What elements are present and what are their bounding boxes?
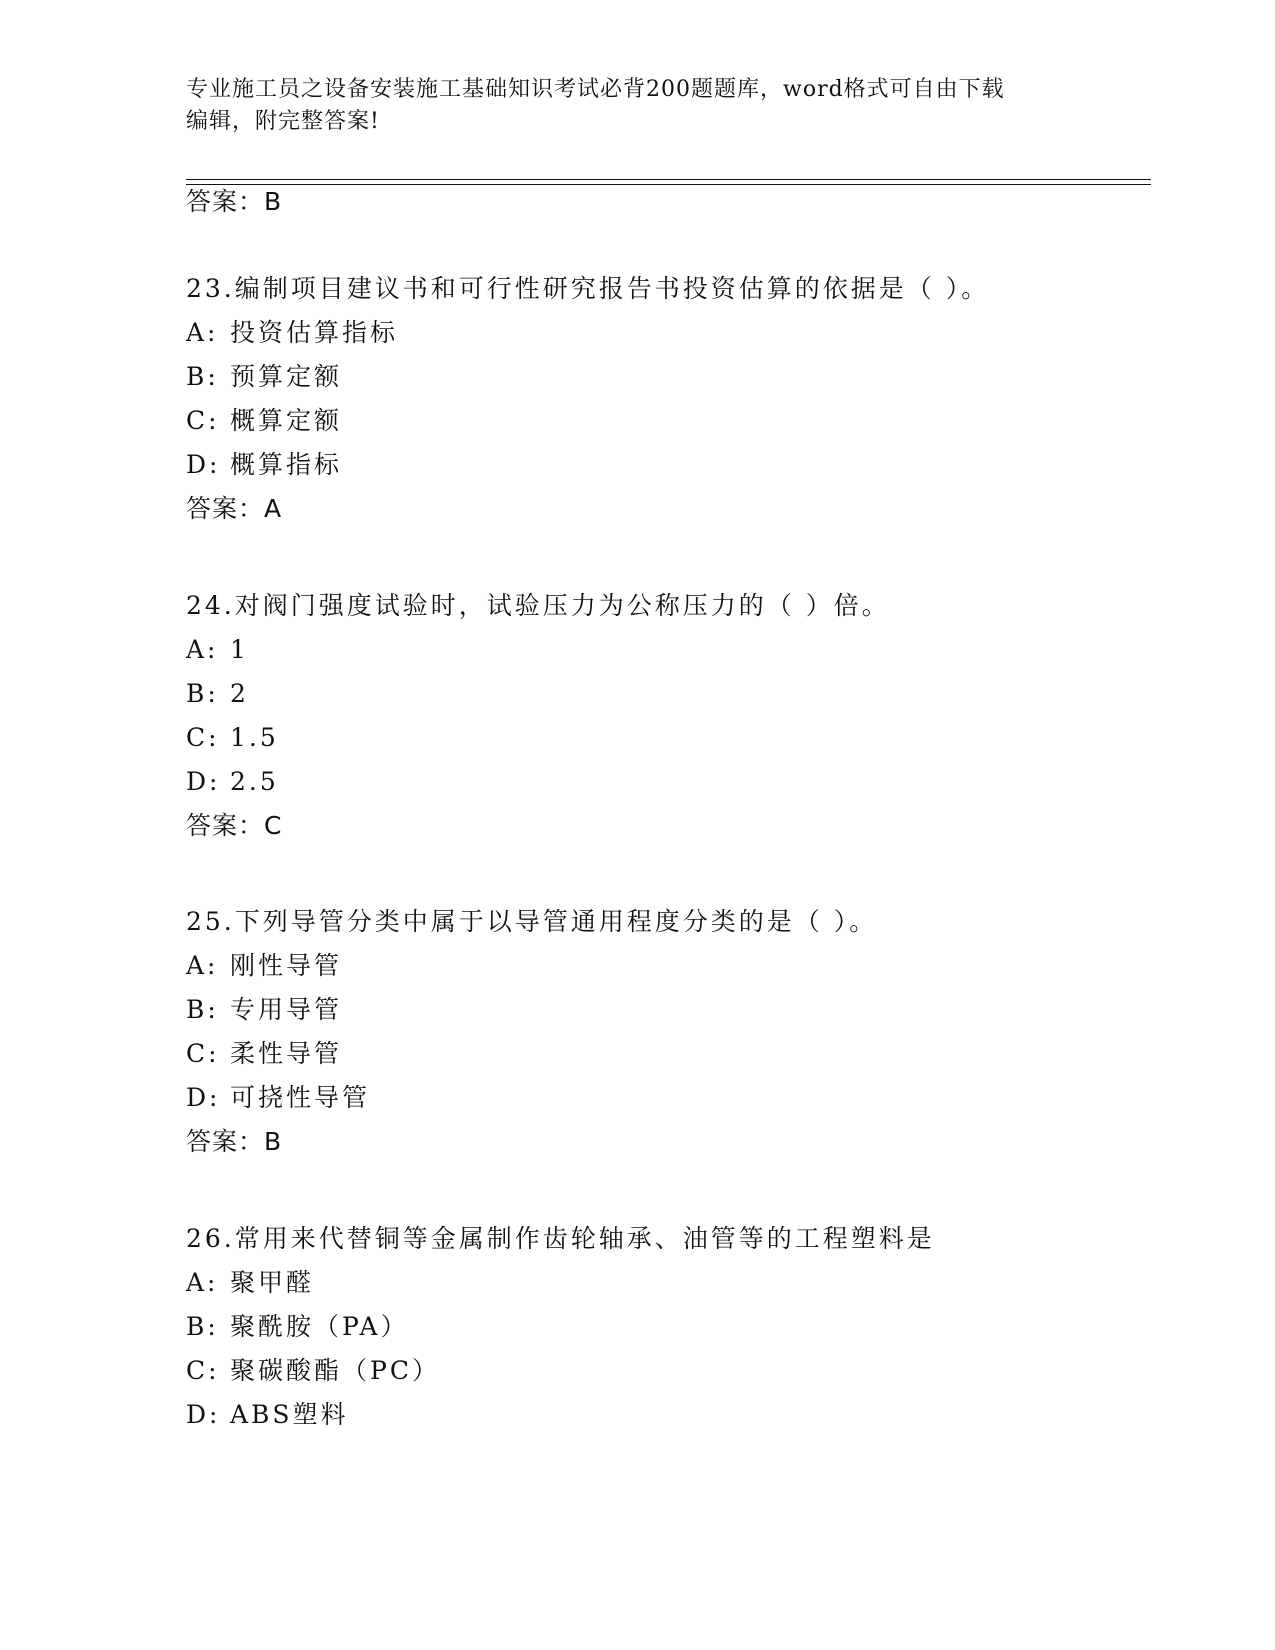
option-letter: A: xyxy=(186,951,219,980)
option-text: 投资估算指标 xyxy=(230,318,399,347)
option-letter: B: xyxy=(186,995,219,1024)
option-letter: D: xyxy=(186,767,221,796)
header-divider-top xyxy=(186,179,1151,180)
option-letter: C: xyxy=(186,1039,220,1068)
question-24-answer: 答案：C xyxy=(186,811,283,840)
option-letter: C: xyxy=(186,723,220,752)
question-23-option-d xyxy=(186,449,342,481)
question-26-option-c xyxy=(186,1355,440,1387)
header-line-1: 专业施工员之设备安装施工基础知识考试必背200题题库，word格式可自由下载 xyxy=(186,77,1005,102)
header-divider-bottom xyxy=(186,184,1151,185)
question-25-option-b xyxy=(186,994,342,1026)
option-letter: C: xyxy=(186,406,220,435)
question-25-option-d xyxy=(186,1082,370,1114)
question-23-stem: 23.编制项目建议书和可行性研究报告书投资估算的依据是（ ）。 xyxy=(186,274,990,303)
option-letter: D: xyxy=(186,1083,221,1112)
question-24-option-d xyxy=(186,766,279,798)
option-text: 1.5 xyxy=(230,723,279,752)
option-letter: B: xyxy=(186,1312,219,1341)
option-letter: B: xyxy=(186,679,219,708)
question-25-option-a xyxy=(186,950,342,982)
question-26-option-b xyxy=(186,1311,409,1343)
question-26-stem: 26.常用来代替铜等金属制作齿轮轴承、油管等的工程塑料是 xyxy=(186,1224,935,1253)
document-header xyxy=(186,74,1086,138)
option-text: 2.5 xyxy=(230,767,279,796)
question-25-option-c xyxy=(186,1038,342,1070)
option-letter: A: xyxy=(186,318,219,347)
option-letter: C: xyxy=(186,1356,220,1385)
question-25-stem: 25.下列导管分类中属于以导管通用程度分类的是（ ）。 xyxy=(186,907,878,936)
option-text: 聚碳酸酯（PC） xyxy=(230,1356,440,1385)
previous-answer: 答案：B xyxy=(186,187,283,216)
option-text: 概算定额 xyxy=(230,406,343,435)
option-text: 1 xyxy=(230,635,249,664)
option-text: 概算指标 xyxy=(230,450,343,479)
question-26-option-d xyxy=(186,1399,349,1431)
option-letter: B: xyxy=(186,362,219,391)
option-text: 柔性导管 xyxy=(230,1039,343,1068)
question-25-answer: 答案：B xyxy=(186,1127,283,1156)
question-23-answer: 答案：A xyxy=(186,494,283,523)
option-text: ABS塑料 xyxy=(230,1400,349,1429)
option-letter: A: xyxy=(186,635,219,664)
option-text: 聚酰胺（PA） xyxy=(230,1312,409,1341)
option-text: 聚甲醛 xyxy=(230,1268,315,1297)
question-23-option-a xyxy=(186,317,398,349)
header-line-2: 编辑，附完整答案! xyxy=(186,109,380,134)
option-text: 刚性导管 xyxy=(230,951,343,980)
option-text: 2 xyxy=(230,679,249,708)
question-24-stem: 24.对阀门强度试验时，试验压力为公称压力的（ ）倍。 xyxy=(186,591,890,620)
option-text: 可挠性导管 xyxy=(230,1083,371,1112)
option-text: 预算定额 xyxy=(230,362,343,391)
option-letter: D: xyxy=(186,450,221,479)
question-24-option-a xyxy=(186,634,249,666)
option-letter: D: xyxy=(186,1400,221,1429)
option-text: 专用导管 xyxy=(230,995,343,1024)
question-23-option-b xyxy=(186,361,342,393)
question-24-option-c xyxy=(186,722,279,754)
option-letter: A: xyxy=(186,1268,219,1297)
question-26-option-a xyxy=(186,1267,314,1299)
question-23-option-c xyxy=(186,405,342,437)
question-24-option-b xyxy=(186,678,249,710)
